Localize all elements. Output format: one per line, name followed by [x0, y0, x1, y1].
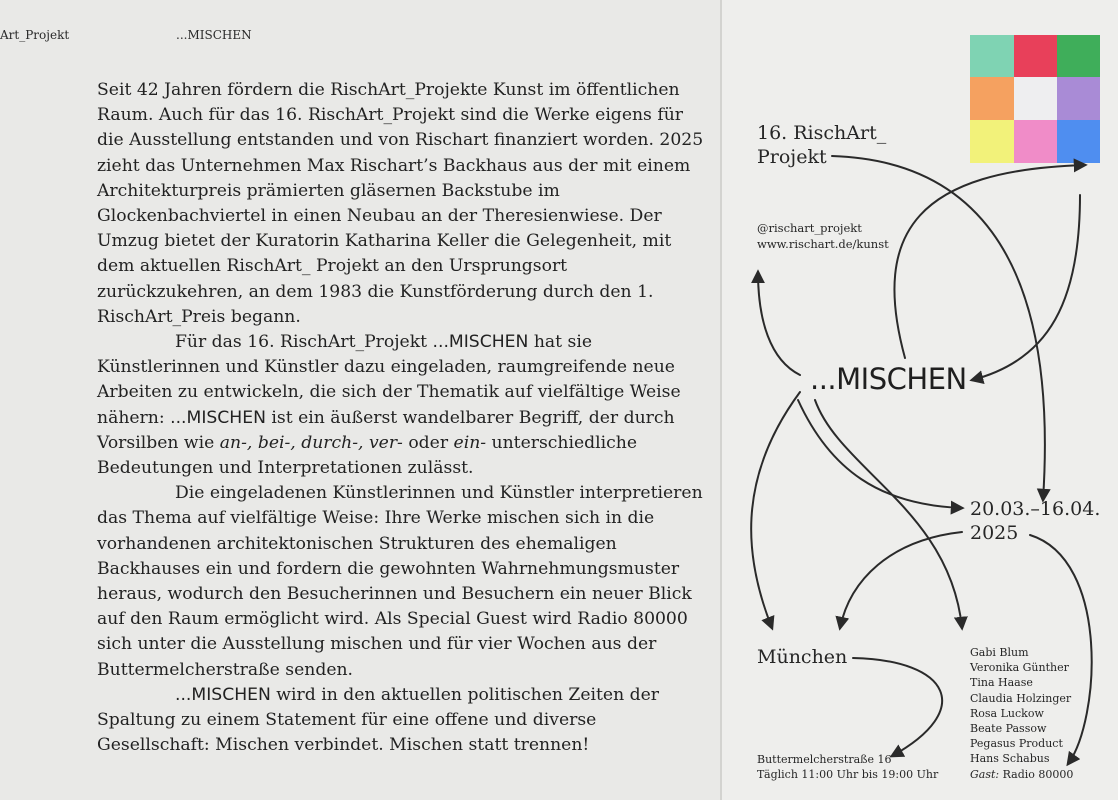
arrow-to-mischen: [972, 195, 1080, 380]
arrow-project-to-dates: [832, 156, 1045, 500]
guest-line: Gast: Radio 80000: [970, 767, 1074, 781]
social-handle[interactable]: @rischart_projekt: [757, 221, 862, 235]
arrow-to-social: [758, 272, 800, 375]
exhibition-title: ...MISCHEN: [810, 362, 967, 396]
artist-name: Claudia Holzinger: [970, 691, 1072, 705]
project-label: 16. RischArt_ Projekt: [757, 122, 887, 168]
city-label: München: [757, 646, 848, 668]
artist-name: Tina Haase: [970, 676, 1033, 690]
mischen-term: ...MISCHEN: [170, 407, 266, 428]
artist-list: [970, 645, 1073, 782]
paragraph-1: Seit 42 Jahren fördern die RischArt_Projekte Kunst im öffentlichen Raum. Auch für das 16. RischArt_Projekt sind die Werke eigens für die Ausstellung entstanden und von Rischart finanziert worden. 2025 zieht das Unternehmen Max Rischart’s Backhaus aus der mit einem Architekturpreis prämierten gläsernen Backstube im Glockenbachviertel in einen Neubau an der Theresienwiese. Der Umzug bietet der Kuratorin Katharina Keller die Gelegenheit, mit dem aktuellen RischArt_ Projekt an den Ursprungsort zurückzukehren, an dem 1983 die Kunstförderung durch den 1. RischArt_Preis begann.: [97, 80, 704, 327]
opening-hours: Täglich 11:00 Uhr bis 19:00 Uhr: [757, 768, 939, 782]
mischen-term: ...MISCHEN: [432, 332, 529, 353]
social-links: [757, 221, 889, 252]
prefix-ein: ein-: [453, 432, 487, 453]
artist-name: Hans Schabus: [970, 752, 1050, 766]
arrow-to-artists: [815, 400, 962, 628]
paragraph-3: Die eingeladenen Künstlerinnen und Künstler interpretieren das Thema auf vielfältige Weise: Ihre Werke mischen sich in die vorhandenen architektonischen Strukturen des ehemaligen Backhauses ein und fordern die gewohnten Wahrnehmungsmuster heraus, wodurch den Besucherinnen und Besuchern ein neuer Blick auf den Raum ermöglicht wird. Als Special Guest wird Radio 80000 sich unter die Ausstellung mischen und für vier Wochen aus der Buttermelcherstraße senden.: [97, 483, 703, 680]
arrow-to-city: [751, 392, 800, 628]
address-street: Buttermelcherstraße 16: [757, 753, 892, 766]
prefix-list: an-, bei-, durch-, ver-: [219, 432, 403, 453]
artist-name: Pegasus Product: [970, 737, 1063, 751]
running-head-title: ...MISCHEN: [176, 28, 252, 42]
arrow-dates-to-city: [840, 532, 962, 628]
exhibition-dates: 20.03.–16.04. 2025: [970, 498, 1101, 544]
artist-name: Veronika Günther: [970, 661, 1069, 675]
arrow-city-to-address: [853, 658, 942, 756]
paragraph-2: Für das 16. RischArt_Projekt ...MISCHEN hat sie Künstlerinnen und Künstler dazu eingeladen, raumgreifende neue Arbeiten zu entwickeln, die sich der Thematik auf vielfältige Weise nähern: ...MISCHEN ist ein äußerst wandelbarer Begriff, der durch Vorsilben wie an-, bei-, durch-, ver- oder ein- unterschiedliche Bedeutungen und Interpretationen zulässt.: [97, 332, 681, 479]
artist-name: Rosa Luckow: [970, 706, 1044, 720]
running-head-left: Art_Projekt: [0, 28, 70, 42]
mischen-term: ...MISCHEN: [175, 684, 271, 705]
paragraph-4: ...MISCHEN wird in den aktuellen politischen Zeiten der Spaltung zu einem Statement für eine offene und diverse Gesellschaft: Mischen verbindet. Mischen statt trennen!: [97, 684, 660, 756]
artist-name: Gabi Blum: [970, 646, 1029, 659]
address-block: [757, 752, 938, 782]
artist-name: Beate Passow: [970, 722, 1047, 736]
arrow-mischen-to-grid: [894, 165, 1085, 358]
website-link[interactable]: www.rischart.de/kunst: [757, 236, 889, 251]
